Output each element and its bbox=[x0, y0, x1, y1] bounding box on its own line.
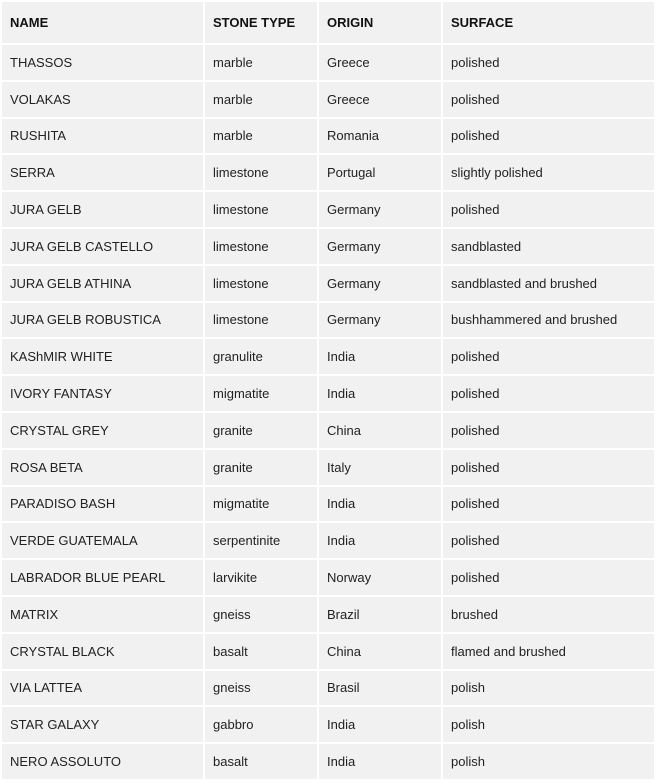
stone-type-cell: limestone bbox=[205, 192, 317, 227]
stone-type-cell: gneiss bbox=[205, 671, 317, 706]
surface-cell: polished bbox=[443, 560, 654, 595]
surface-cell: sandblasted and brushed bbox=[443, 266, 654, 301]
stone-type-cell: limestone bbox=[205, 266, 317, 301]
name-cell: NERO ASSOLUTO bbox=[2, 744, 203, 779]
surface-cell: brushed bbox=[443, 597, 654, 632]
origin-cell: India bbox=[319, 744, 441, 779]
origin-cell: India bbox=[319, 339, 441, 374]
surface-cell: polished bbox=[443, 450, 654, 485]
header-stone-type: STONE TYPE bbox=[205, 2, 317, 43]
stone-type-cell: migmatite bbox=[205, 487, 317, 522]
stone-type-cell: granite bbox=[205, 413, 317, 448]
table-row bbox=[2, 119, 654, 154]
table-row bbox=[2, 744, 654, 779]
table-row bbox=[2, 450, 654, 485]
origin-cell: India bbox=[319, 523, 441, 558]
table-row bbox=[2, 45, 654, 80]
table-row bbox=[2, 376, 654, 411]
stone-type-cell: limestone bbox=[205, 303, 317, 338]
name-cell: CRYSTAL BLACK bbox=[2, 634, 203, 669]
origin-cell: India bbox=[319, 376, 441, 411]
header-origin: ORIGIN bbox=[319, 2, 441, 43]
name-cell: THASSOS bbox=[2, 45, 203, 80]
name-cell: VERDE GUATEMALA bbox=[2, 523, 203, 558]
table-row bbox=[2, 266, 654, 301]
name-cell: JURA GELB bbox=[2, 192, 203, 227]
table-row bbox=[2, 671, 654, 706]
stone-type-cell: gabbro bbox=[205, 707, 317, 742]
origin-cell: Germany bbox=[319, 192, 441, 227]
name-cell: CRYSTAL GREY bbox=[2, 413, 203, 448]
name-cell: SERRA bbox=[2, 155, 203, 190]
origin-cell: Portugal bbox=[319, 155, 441, 190]
surface-cell: polished bbox=[443, 119, 654, 154]
stone-type-cell: limestone bbox=[205, 229, 317, 264]
name-cell: VOLAKAS bbox=[2, 82, 203, 117]
name-cell: PARADISO BASH bbox=[2, 487, 203, 522]
table-row bbox=[2, 229, 654, 264]
header-row bbox=[2, 2, 654, 43]
surface-cell: polish bbox=[443, 744, 654, 779]
origin-cell: Brazil bbox=[319, 597, 441, 632]
table-row bbox=[2, 707, 654, 742]
surface-cell: polished bbox=[443, 192, 654, 227]
name-cell: JURA GELB ATHINA bbox=[2, 266, 203, 301]
name-cell: STAR GALAXY bbox=[2, 707, 203, 742]
stone-type-cell: marble bbox=[205, 119, 317, 154]
table-row bbox=[2, 303, 654, 338]
stone-type-cell: limestone bbox=[205, 155, 317, 190]
stone-type-cell: granulite bbox=[205, 339, 317, 374]
origin-cell: Germany bbox=[319, 303, 441, 338]
surface-cell: polished bbox=[443, 523, 654, 558]
name-cell: JURA GELB CASTELLO bbox=[2, 229, 203, 264]
name-cell: JURA GELB ROBUSTICA bbox=[2, 303, 203, 338]
surface-cell: polished bbox=[443, 82, 654, 117]
origin-cell: Romania bbox=[319, 119, 441, 154]
table-row bbox=[2, 634, 654, 669]
table-header bbox=[2, 2, 654, 43]
table-row bbox=[2, 523, 654, 558]
origin-cell: Brasil bbox=[319, 671, 441, 706]
origin-cell: Norway bbox=[319, 560, 441, 595]
table-row bbox=[2, 560, 654, 595]
surface-cell: polish bbox=[443, 671, 654, 706]
surface-cell: polished bbox=[443, 339, 654, 374]
table-row bbox=[2, 155, 654, 190]
surface-cell: polished bbox=[443, 376, 654, 411]
origin-cell: China bbox=[319, 634, 441, 669]
stone-type-cell: serpentinite bbox=[205, 523, 317, 558]
surface-cell: flamed and brushed bbox=[443, 634, 654, 669]
stone-type-cell: migmatite bbox=[205, 376, 317, 411]
surface-cell: slightly polished bbox=[443, 155, 654, 190]
origin-cell: Greece bbox=[319, 82, 441, 117]
surface-cell: polished bbox=[443, 45, 654, 80]
surface-cell: polished bbox=[443, 487, 654, 522]
header-name: NAME bbox=[2, 2, 203, 43]
surface-cell: polish bbox=[443, 707, 654, 742]
surface-cell: polished bbox=[443, 413, 654, 448]
origin-cell: Greece bbox=[319, 45, 441, 80]
origin-cell: Italy bbox=[319, 450, 441, 485]
stone-type-cell: gneiss bbox=[205, 597, 317, 632]
stone-type-cell: granite bbox=[205, 450, 317, 485]
name-cell: KAShMIR WHITE bbox=[2, 339, 203, 374]
origin-cell: Germany bbox=[319, 266, 441, 301]
origin-cell: Germany bbox=[319, 229, 441, 264]
table-body bbox=[2, 45, 654, 779]
stone-type-cell: basalt bbox=[205, 634, 317, 669]
table-row bbox=[2, 82, 654, 117]
table-row bbox=[2, 339, 654, 374]
surface-cell: bushhammered and brushed bbox=[443, 303, 654, 338]
name-cell: MATRIX bbox=[2, 597, 203, 632]
table-row bbox=[2, 487, 654, 522]
name-cell: ROSA BETA bbox=[2, 450, 203, 485]
stone-type-cell: basalt bbox=[205, 744, 317, 779]
table-row bbox=[2, 413, 654, 448]
surface-cell: sandblasted bbox=[443, 229, 654, 264]
origin-cell: China bbox=[319, 413, 441, 448]
name-cell: LABRADOR BLUE PEARL bbox=[2, 560, 203, 595]
stone-type-cell: marble bbox=[205, 45, 317, 80]
origin-cell: India bbox=[319, 487, 441, 522]
table-row bbox=[2, 597, 654, 632]
header-surface: SURFACE bbox=[443, 2, 654, 43]
name-cell: RUSHITA bbox=[2, 119, 203, 154]
stone-type-cell: larvikite bbox=[205, 560, 317, 595]
name-cell: IVORY FANTASY bbox=[2, 376, 203, 411]
origin-cell: India bbox=[319, 707, 441, 742]
stone-type-cell: marble bbox=[205, 82, 317, 117]
name-cell: VIA LATTEA bbox=[2, 671, 203, 706]
table-row bbox=[2, 192, 654, 227]
